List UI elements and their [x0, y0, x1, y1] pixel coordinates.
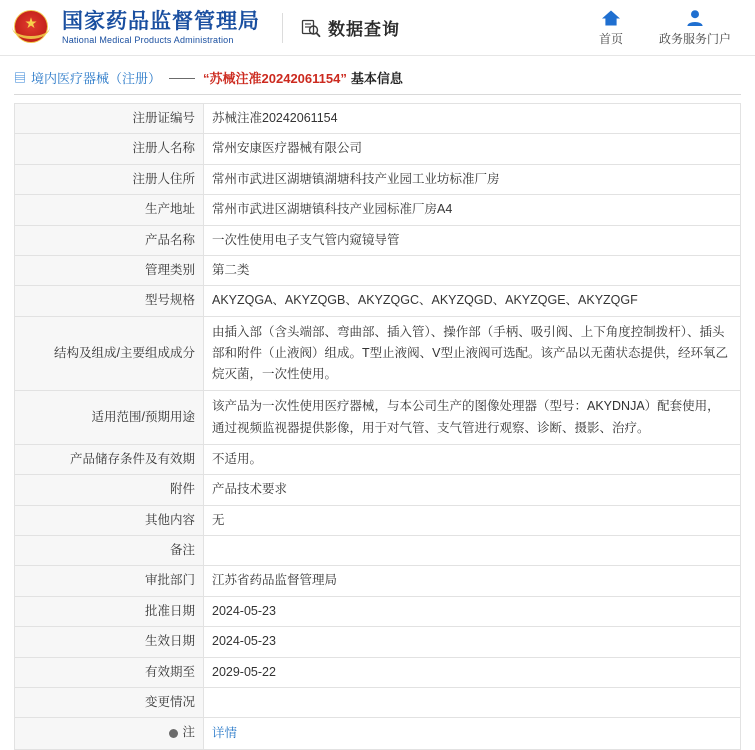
- table-row: [15, 444, 741, 474]
- row-value: 该产品为一次性使用医疗器械，与本公司生产的图像处理器（型号：AKYDNJA）配套使用，通过视频监视器提供影像，用于对气管、支气管进行观察、诊断、摄影、治疗。: [204, 391, 741, 445]
- row-value: 2024-05-23: [204, 596, 741, 626]
- row-label: 管理类别: [15, 255, 204, 285]
- table-row: [15, 475, 741, 505]
- home-icon: [601, 9, 621, 27]
- row-label: 型号规格: [15, 286, 204, 316]
- row-label: 生效日期: [15, 627, 204, 657]
- user-icon: [685, 9, 705, 27]
- data-query-icon: [301, 18, 321, 38]
- row-label: 审批部门: [15, 566, 204, 596]
- row-value: 由插入部（含头端部、弯曲部、插入管）、操作部（手柄、吸引阀、上下角度控制拨杆）、插头部和附件（止液阀）组成。T型止液阀、V型止液阀可选配。该产品以无菌状态提供，经环氧乙烷灭菌，一次性使用。: [204, 316, 741, 391]
- header-divider: [282, 13, 283, 43]
- breadcrumb-category[interactable]: 境内医疗器械（注册）: [31, 71, 162, 86]
- breadcrumb-dash: ——: [169, 70, 196, 85]
- page-header: [0, 0, 755, 56]
- table-row: [15, 657, 741, 687]
- table-row: [15, 255, 741, 285]
- national-emblem-icon: ★: [12, 9, 52, 45]
- row-value: 产品技术要求: [204, 475, 741, 505]
- row-value: AKYZQGA、AKYZQGB、AKYZQGC、AKYZQGD、AKYZQGE、AKYZQGF: [204, 286, 741, 316]
- table-row: [15, 164, 741, 194]
- row-value: 苏械注准20242061154: [204, 104, 741, 134]
- brand-title-en: National Medical Products Administration: [62, 35, 234, 46]
- row-label: 批准日期: [15, 596, 204, 626]
- table-row: [15, 536, 741, 566]
- row-value: 第二类: [204, 255, 741, 285]
- row-label: 产品储存条件及有效期: [15, 444, 204, 474]
- table-row: [15, 286, 741, 316]
- note-label: 注: [182, 725, 195, 740]
- brand-title-cn: 国家药品监督管理局: [62, 9, 260, 34]
- row-value: [204, 536, 741, 566]
- system-name-label: 数据查询: [328, 20, 400, 39]
- row-value: 江苏省药品监督管理局: [204, 566, 741, 596]
- nav-item-service-portal[interactable]: [659, 9, 731, 47]
- brand-text: [62, 9, 260, 45]
- nav-label-home: 首页: [598, 31, 623, 46]
- table-row: [15, 134, 741, 164]
- row-label: 产品名称: [15, 225, 204, 255]
- nav-item-home[interactable]: [599, 9, 623, 47]
- system-name-block: [301, 15, 400, 40]
- row-label: 注册证编号: [15, 104, 204, 134]
- row-label: 备注: [15, 536, 204, 566]
- note-label-cell: [15, 718, 204, 750]
- row-value: 无: [204, 505, 741, 535]
- brand-block: [12, 9, 260, 45]
- row-label: 变更情况: [15, 687, 204, 717]
- table-row: [15, 316, 741, 391]
- row-value: 不适用。: [204, 444, 741, 474]
- nav-label-service-portal: 政务服务门户: [658, 31, 731, 46]
- table-row: [15, 225, 741, 255]
- row-label: 生产地址: [15, 195, 204, 225]
- table-row: [15, 505, 741, 535]
- table-row: [15, 195, 741, 225]
- info-table-section: [0, 103, 755, 750]
- row-value: 2024-05-23: [204, 627, 741, 657]
- detail-link[interactable]: 详情: [212, 725, 238, 740]
- document-icon: ▤: [14, 71, 27, 85]
- row-label: 注册人住所: [15, 164, 204, 194]
- header-nav: [599, 9, 737, 47]
- table-row-note: [15, 718, 741, 750]
- row-value: 常州市武进区湖塘镇湖塘科技产业园工业坊标准厂房: [204, 164, 741, 194]
- breadcrumb: [14, 68, 741, 87]
- note-value-cell: [204, 718, 741, 750]
- row-value: 一次性使用电子支气管内窥镜导管: [204, 225, 741, 255]
- table-row: [15, 104, 741, 134]
- row-label: 其他内容: [15, 505, 204, 535]
- breadcrumb-section: [0, 56, 755, 103]
- row-label: 适用范围/预期用途: [15, 391, 204, 445]
- row-value: 常州安康医疗器械有限公司: [204, 134, 741, 164]
- breadcrumb-current: 基本信息: [350, 71, 403, 86]
- table-row: [15, 391, 741, 445]
- table-row: [15, 627, 741, 657]
- row-label: 有效期至: [15, 657, 204, 687]
- breadcrumb-divider: [14, 94, 741, 95]
- table-row: [15, 596, 741, 626]
- row-value: 常州市武进区湖塘镇科技产业园标准厂房A4: [204, 195, 741, 225]
- row-label: 附件: [15, 475, 204, 505]
- registration-info-table: [14, 103, 741, 750]
- table-row: [15, 566, 741, 596]
- row-value: [204, 687, 741, 717]
- row-label: 注册人名称: [15, 134, 204, 164]
- breadcrumb-registration-no: “苏械注准20242061154”: [203, 71, 347, 86]
- bullet-icon: [169, 729, 178, 738]
- table-row: [15, 687, 741, 717]
- row-value: 2029-05-22: [204, 657, 741, 687]
- row-label: 结构及组成/主要组成成分: [15, 316, 204, 391]
